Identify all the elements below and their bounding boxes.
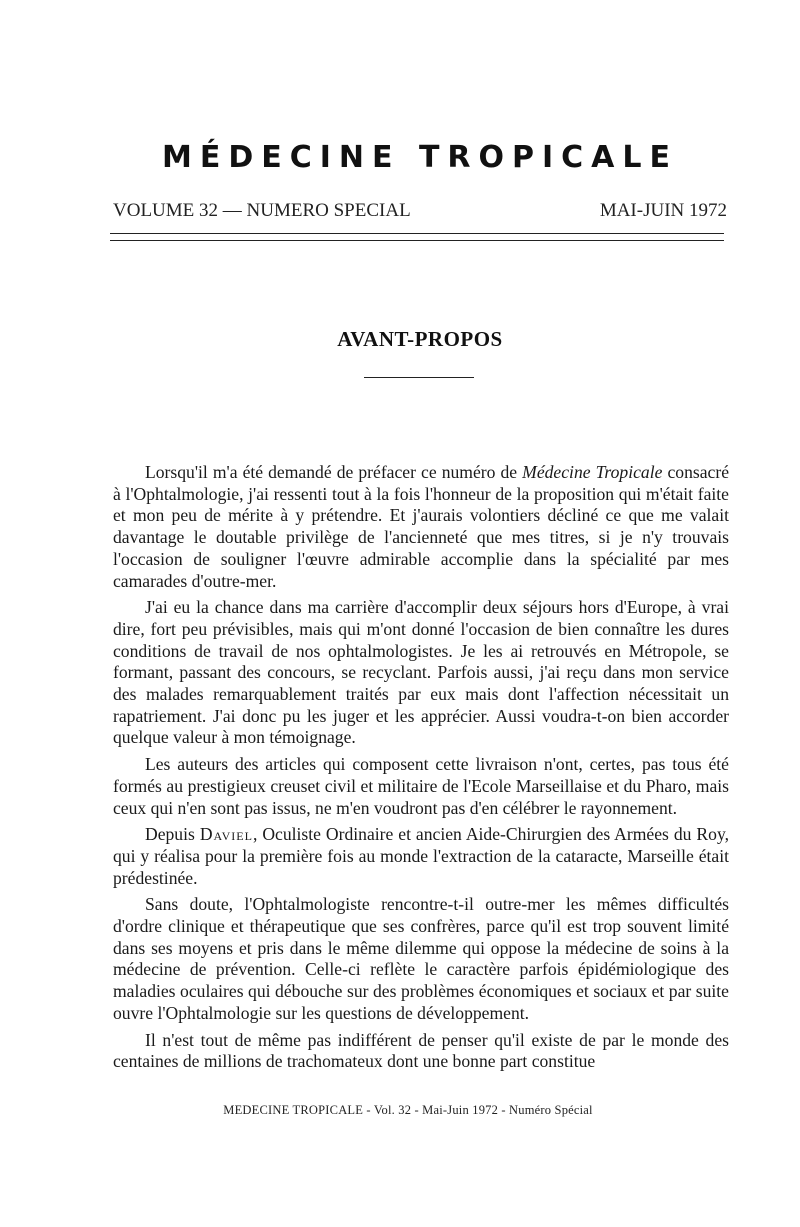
issue-date: MAI-JUIN 1972 — [599, 200, 727, 221]
paragraph-3: Les auteurs des articles qui composent cette livraison n'ont, certes, pas tous été formés au prestigieux creuset civil et militaire de l'Ecole Marseillaise et du Pharo, mais ceux qui n'en sont pas issus, ne m'en voudront pas d'en célébrer le rayonnement. — [113, 754, 729, 818]
section-title: AVANT-PROPOS — [337, 327, 503, 351]
paragraph-6: Il n'est tout de même pas indifférent de penser qu'il existe de par le monde des centaines de millions de trachomateux dont une bonne part constitue — [113, 1029, 729, 1072]
author-name-smallcaps: Daviel — [199, 824, 253, 845]
article-body — [113, 462, 729, 1078]
running-footer: MEDECINE TROPICALE - Vol. 32 - Mai-Juin 1972 - Numéro Spécial — [223, 1103, 593, 1117]
journal-title: MÉDECINE TROPICALE — [161, 140, 679, 175]
paragraph-5: Sans doute, l'Ophtalmologiste rencontre-t-il outre-mer les mêmes difficultés d'ordre clinique et thérapeutique que ses confrères, parce qu'il est trop souvent limité dans ses moyens et pris dans le même dilemme qui oppose la médecine de soins à la médecine de prévention. Celle-ci reflète le caractère parfois épidémiologique des maladies oculaires qui débouche sur des problèmes économiques et sociaux et par suite ouvre l'Ophtalmologie sur les questions de développement. — [113, 894, 729, 1023]
journal-name-italic: Médecine Tropicale — [522, 462, 663, 482]
title-underline-rule — [364, 377, 474, 378]
paragraph-1-rest: consacré à l'Ophtalmologie, j'ai ressenti tout à la fois l'honneur de la proposition qui m'était faite et mon peu de mérite à y prétendre. Et j'aurais volontiers décliné ce que me valait davantage le doutable privilège de l'ancienneté que mes titres, si je n'y trouvais l'occasion de souligner l'œuvre admirable accomplie dans la spécialité par mes camarades d'outre-mer. — [113, 462, 729, 591]
paragraph-4-start: Depuis — [145, 824, 200, 845]
paragraph-4-rest: , Oculiste Ordinaire et ancien Aide-Chirurgien des Armées du Roy, qui y réalisa pour la première fois au monde l'extraction de la cataracte, Marseille était prédestinée. — [113, 824, 729, 888]
paragraph-2: J'ai eu la chance dans ma carrière d'accomplir deux séjours hors d'Europe, à vrai dire, fort peu prévisibles, mais qui m'ont donné l'occasion de bien connaître les dures conditions de travail de nos ophtalmologistes. Je les ai retrouvés en Métropole, se formant, passant des concours, se recyclant. Parfois aussi, j'ai reçu dans mon service des malades remarquablement traités par eux mais dont l'affection nécessitait un rapatriement. J'ai donc pu les juger et les apprécier. Aussi voudra-t-on bien accorder quelque valeur à mon témoignage. — [113, 597, 729, 748]
volume-label: VOLUME 32 — NUMERO SPECIAL — [113, 200, 411, 221]
paragraph-4 — [113, 824, 729, 889]
paragraph-1 — [113, 462, 729, 592]
paragraph-1-start: Lorsqu'il m'a été demandé de préfacer ce numéro de — [145, 462, 523, 482]
header-double-rule — [110, 233, 724, 241]
issue-line — [113, 200, 727, 222]
